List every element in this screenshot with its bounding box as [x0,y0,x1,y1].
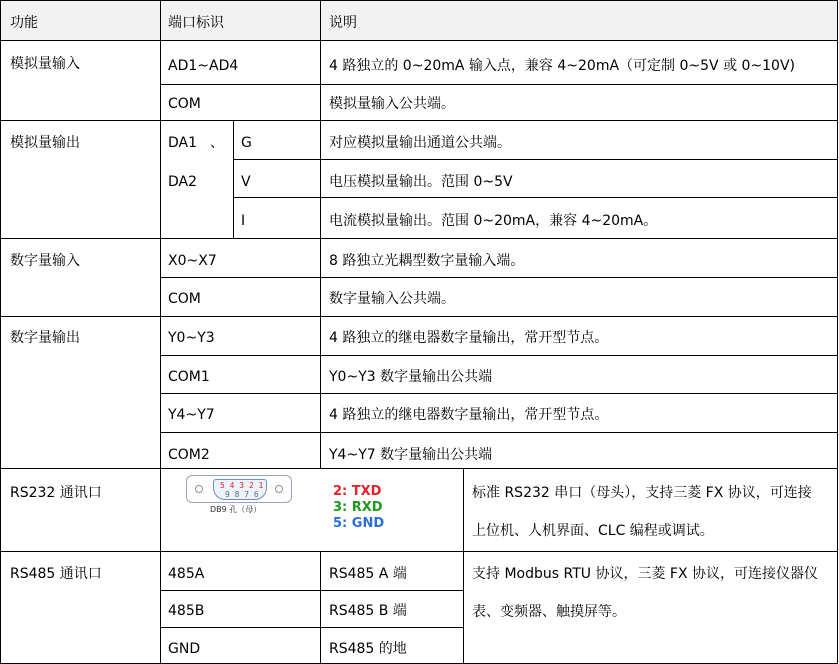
digital-input-function: 数字量输入 [10,253,80,269]
grid-line [463,468,464,664]
grid-line [0,551,838,552]
analog-input-com-port: COM [168,96,201,112]
grid-line [160,590,463,591]
analog-input-com-desc: 模拟量输入公共端。 [329,96,455,112]
digital-input-com-desc: 数字量输入公共端。 [329,291,455,307]
db9-label: DB9 孔（母） [210,505,262,514]
rs232-desc-line2: 上位机、人机界面、CLC 编程或调试。 [472,523,714,539]
grid-line [160,0,161,664]
grid-line [0,0,838,1]
db9-connector-diagram [186,475,292,515]
grid-line [160,84,838,85]
analog-output-desc-v: 电压模拟量输出。范围 0~5V [329,174,513,190]
rs232-signal-txd: 2: TXD [333,484,382,499]
grid-line [0,0,1,664]
grid-line [160,627,463,628]
digital-input-com-port: COM [168,291,201,307]
rs485-desc-line1: 支持 Modbus RTU 协议，三菱 FX 协议，可连接仪器仪 [472,566,818,582]
rs232-function: RS232 通讯口 [10,485,102,501]
analog-output-desc-g: 对应模拟量输出通道公共端。 [329,135,511,151]
rs485-signal: RS485 A 端 [329,566,407,582]
grid-line [837,0,838,664]
db9-mount-hole [195,485,203,493]
db9-pins-top: 5 4 3 2 1 [220,481,264,490]
grid-line [0,238,838,239]
analog-input-desc: 4 路独立的 0~20mA 输入点，兼容 4~20mA（可定制 0~5V 或 0~10V) [329,58,796,74]
digital-input-desc: 8 路独立光耦型数字量输入端。 [329,253,525,269]
table-header-row [0,0,837,40]
rs485-signal: RS485 的地 [329,641,407,657]
grid-line [320,551,321,664]
rs232-desc-line1: 标准 RS232 串口（母头），支持三菱 FX 协议，可连接 [472,485,812,501]
grid-line [0,316,838,317]
analog-output-port-a: DA1 [168,135,198,151]
analog-output-sub-g: G [241,135,252,151]
db9-shell [186,475,292,503]
db9-pin-face [213,479,267,500]
rs485-port: GND [168,641,201,657]
db9-mount-hole [275,485,283,493]
rs485-signal: RS485 B 端 [329,603,407,619]
analog-output-function: 模拟量输出 [10,135,80,151]
digital-output-port: Y4~Y7 [168,407,215,423]
digital-output-port: Y0~Y3 [168,330,215,346]
header-port: 端口标识 [168,15,224,31]
digital-output-function: 数字量输出 [10,330,80,346]
digital-output-desc: Y4~Y7 数字量输出公共端 [329,447,493,463]
digital-output-port: COM2 [168,447,210,463]
grid-line [160,432,838,433]
analog-input-port: AD1~AD4 [168,58,239,74]
grid-line [0,40,838,41]
grid-line [233,120,234,238]
grid-line [160,393,838,394]
grid-line [0,468,838,469]
grid-line [320,0,321,469]
rs485-port: 485A [168,566,205,582]
grid-line [160,277,838,278]
rs232-signal-gnd: 5: GND [333,516,385,531]
rs485-function: RS485 通讯口 [10,566,102,582]
grid-line [233,197,838,198]
digital-output-port: COM1 [168,369,210,385]
grid-line [160,355,838,356]
digital-output-desc: 4 路独立的继电器数字量输出，常开型节点。 [329,330,609,346]
digital-output-desc: 4 路独立的继电器数字量输出，常开型节点。 [329,407,609,423]
header-description: 说明 [329,15,357,31]
digital-input-port: X0~X7 [168,253,217,269]
rs485-desc-line2: 表、变频器、触摸屏等。 [472,604,626,620]
analog-output-sub-i: I [241,213,246,229]
header-function: 功能 [10,15,38,31]
db9-pins-bottom: 9 8 7 6 [225,490,259,499]
analog-output-desc-i: 电流模拟量输出。范围 0~20mA，兼容 4~20mA。 [329,213,658,229]
grid-line [0,120,838,121]
analog-input-function: 模拟量输入 [10,56,80,72]
rs232-signal-rxd: 3: RXD [333,500,383,515]
digital-output-desc: Y0~Y3 数字量输出公共端 [329,369,493,385]
analog-output-sub-v: V [241,174,251,190]
analog-output-port-b: DA2 [168,174,198,190]
analog-output-port-sep: 、 [210,135,224,151]
rs485-port: 485B [168,603,205,619]
grid-line [233,159,838,160]
